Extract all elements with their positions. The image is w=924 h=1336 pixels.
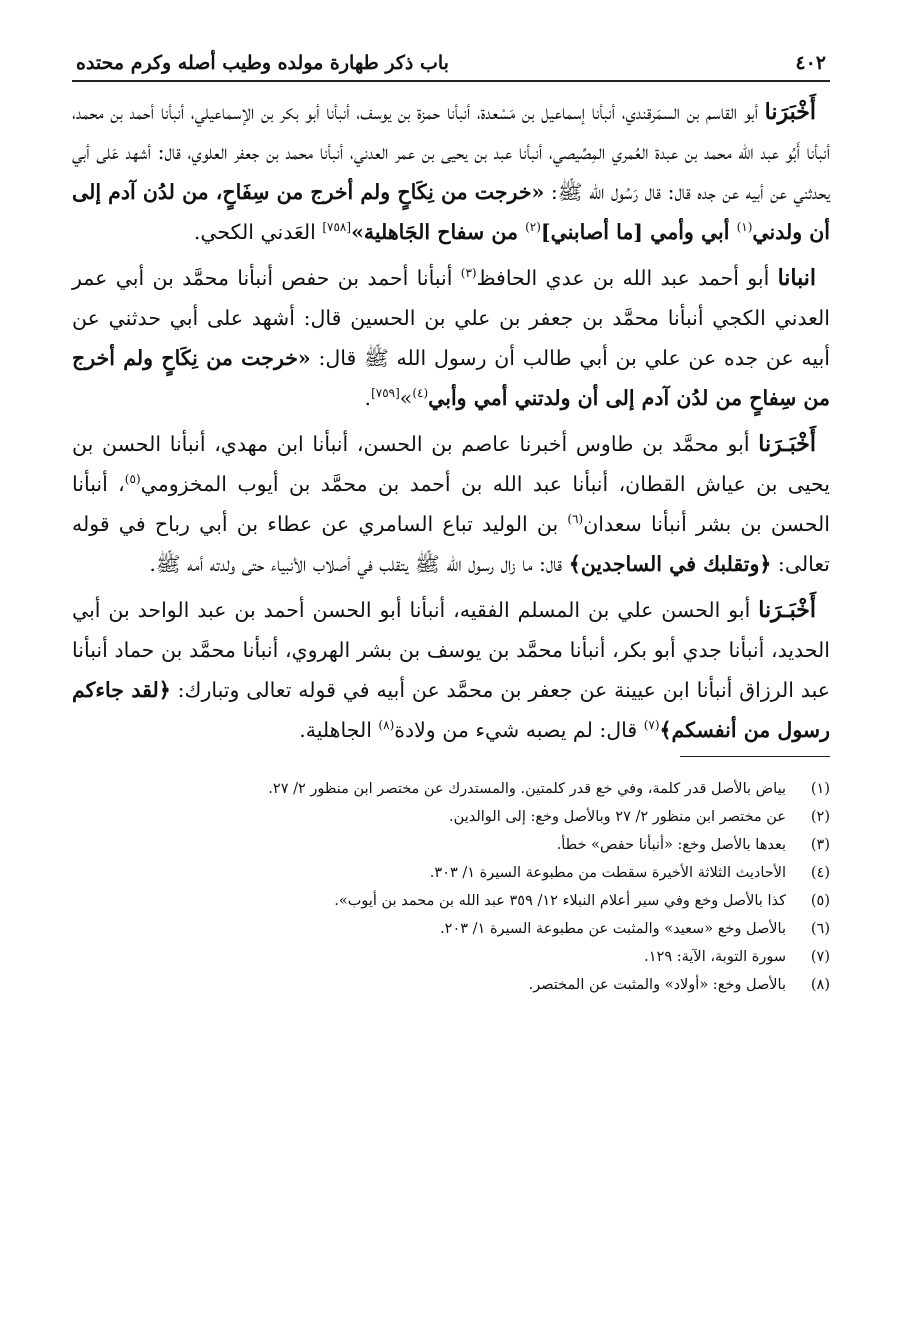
quoted-text: من سفاح الجَاهلية» xyxy=(351,220,526,244)
paragraph-lead-word: أَخْبَـرَنا xyxy=(758,431,816,457)
quoted-text: «خرجت من نِكَاحٍ ولم أخرج من سِفاحٍ من لدُن آدم إلى أن ولدتني أمي وأبي xyxy=(72,346,830,410)
text-segment: » xyxy=(399,386,413,410)
footnote-ref: (٧) xyxy=(643,718,660,733)
footnote-number: (٢) xyxy=(810,809,830,825)
footnote-text: بالأصل وخع «سعيد» والمثبت عن مطبوعة السيرة ١/ ٢٠٣. xyxy=(440,921,786,937)
text-segment: ، أنبأنا الحسن بن بشر أنبأنا سعدان xyxy=(72,472,830,536)
paragraph-lead-word: أَخْبَرَنا xyxy=(764,99,816,125)
footnote xyxy=(72,831,830,859)
paragraph xyxy=(72,590,830,750)
footnote-ref: (٨) xyxy=(378,718,395,733)
footnote-text: عن مختصر ابن منظور ٢/ ٢٧ وبالأصل وخع: إلى الوالدين. xyxy=(449,809,786,825)
text-segment: قال: لم يصبه شيء من ولادة xyxy=(394,718,644,742)
page-header xyxy=(72,52,830,82)
footnote-ref: (٣) xyxy=(460,266,477,281)
quoted-text: ﴿وتقلبك في الساجدين﴾ xyxy=(568,552,772,576)
footnote xyxy=(72,887,830,915)
text-segment: أبو محمَّد بن طاوس أخبرنا عاصم بن الحسن، أنبأنا ابن مهدي، أنبأنا الحسن بن يحيى بن عياش القطان، أنبأنا عبد الله بن أحمد بن محمَّد بن أيوب المخزومي xyxy=(72,432,830,496)
paragraph xyxy=(72,424,830,584)
footnote-ref: [٧٥٨] xyxy=(322,220,352,235)
footnote xyxy=(72,915,830,943)
main-text xyxy=(72,92,830,750)
text-segment: قال: ما زال رسول الله ﷺ يتقلب في أصلاب الأنبياء حتى ولدته أمه ﷺ. xyxy=(149,552,569,576)
footnote-text: كذا بالأصل وخع وفي سير أعلام النبلاء ١٢/ ٣٥٩ عبد الله بن محمد بن أيوب». xyxy=(334,893,786,909)
paragraph-lead-word: انبانا xyxy=(777,265,816,291)
paragraph xyxy=(72,258,830,418)
footnote-number: (١) xyxy=(810,781,830,797)
footnote xyxy=(72,803,830,831)
footnote-ref: (١) xyxy=(736,220,753,235)
paragraph xyxy=(72,92,830,252)
quoted-text: «خرجت من نِكَاحٍ ولم أخرج من سِفَاحٍ، من لدُن آدم إلى أن ولدني xyxy=(72,180,830,244)
footnote-ref: (٤) xyxy=(412,386,429,401)
footnote-number: (٦) xyxy=(810,921,830,937)
text-segment: . xyxy=(364,386,372,410)
footnote-text: الأحاديث الثلاثة الأخيرة سقطت من مطبوعة السيرة ١/ ٣٠٣. xyxy=(429,865,786,881)
footnote-ref: [٧٥٩] xyxy=(371,386,400,401)
text-segment: بن الوليد تباع السامري عن عطاء بن أبي رباح في قوله تعالى: xyxy=(72,512,830,576)
footnote xyxy=(72,943,830,971)
footnote-ref: (٦) xyxy=(567,512,584,527)
footnote-text: بالأصل وخع: «أولاد» والمثبت عن المختصر. xyxy=(528,977,786,993)
paragraph-lead-word: أَخْبَـرَنا xyxy=(758,597,816,623)
quoted-text: أبي وأمي [ما أصابني] xyxy=(540,220,737,244)
text-segment: الجاهلية. xyxy=(299,718,379,742)
footnote-text: بياض بالأصل قدر كلمة، وفي خع قدر كلمتين. والمستدرك عن مختصر ابن منظور ٢/ ٢٧. xyxy=(268,781,786,797)
text-segment: العَدني الكحي. xyxy=(193,220,323,244)
footnote-number: (٥) xyxy=(810,893,830,909)
footnote xyxy=(72,775,830,803)
footnote-text: بعدها بالأصل وخع: «أنبأنا حفص» خطأ. xyxy=(556,837,786,853)
footnote-separator xyxy=(680,756,830,757)
footnotes xyxy=(72,775,830,999)
text-segment: أنبأنا أحمد بن حفص أنبأنا محمَّد بن أبي عمر العدني الكجي أنبأنا محمَّد بن جعفر بن علي بن الحسين قال: أشهد على أبي حدثني عن أبيه عن جده عن علي بن أبي طالب أن رسول الله ﷺ قال: xyxy=(72,266,830,370)
text-segment: أبو الحسن علي بن المسلم الفقيه، أنبأنا أبو الحسن أحمد بن عبد الواحد بن أبي الحديد، أنبأنا جدي أبو بكر، أنبأنا محمَّد بن يوسف بن بشر الهروي، أنبأنا محمَّد بن حماد أنبأنا عبد الرزاق أنبأنا ابن عيينة عن جعفر بن محمَّد عن أبيه في قوله تعالى وتبارك: xyxy=(72,598,830,702)
footnote-ref: (٢) xyxy=(525,220,541,235)
footnote xyxy=(72,859,830,887)
footnote-number: (٨) xyxy=(810,977,830,993)
footnote-number: (٣) xyxy=(810,837,830,853)
footnote xyxy=(72,971,830,999)
footnote-ref: (٥) xyxy=(124,472,141,487)
footnote-text: سورة التوبة، الآية: ١٢٩. xyxy=(644,949,786,965)
running-title: باب ذكر طهارة مولده وطيب أصله وكرم محتده xyxy=(76,52,449,74)
quoted-text: ﴿لقد جاءكم رسول من أنفسكم﴾ xyxy=(72,678,830,742)
text-segment: أبو أحمد عبد الله بن عدي الحافظ xyxy=(476,266,778,290)
footnote-number: (٤) xyxy=(810,865,830,881)
text-segment: أبو القاسم بن السمَرقندي، أنبأنا إسماعيل بن مَسْعدة، أنبأنا حمزة بن يوسف، أنبأنا أبو بكر بن الإسماعيلي، أنبأنا أحمد بن محمد، أنبأنا أَبُو عبد الله محمد بن عبدة العُمري المِصِّيصي، أنبأنا عبد بن يحيى بن عمر العدني، أنبأنا محمد بن جعفر العلوي، قال: أشهد عَلى أبي يحدثني عن أبيه عن جده قال: قال رَسُول الله ﷺ: xyxy=(72,100,831,204)
footnote-number: (٧) xyxy=(810,949,830,965)
book-page xyxy=(72,52,830,999)
page-number: ٤٠٢ xyxy=(795,52,826,74)
